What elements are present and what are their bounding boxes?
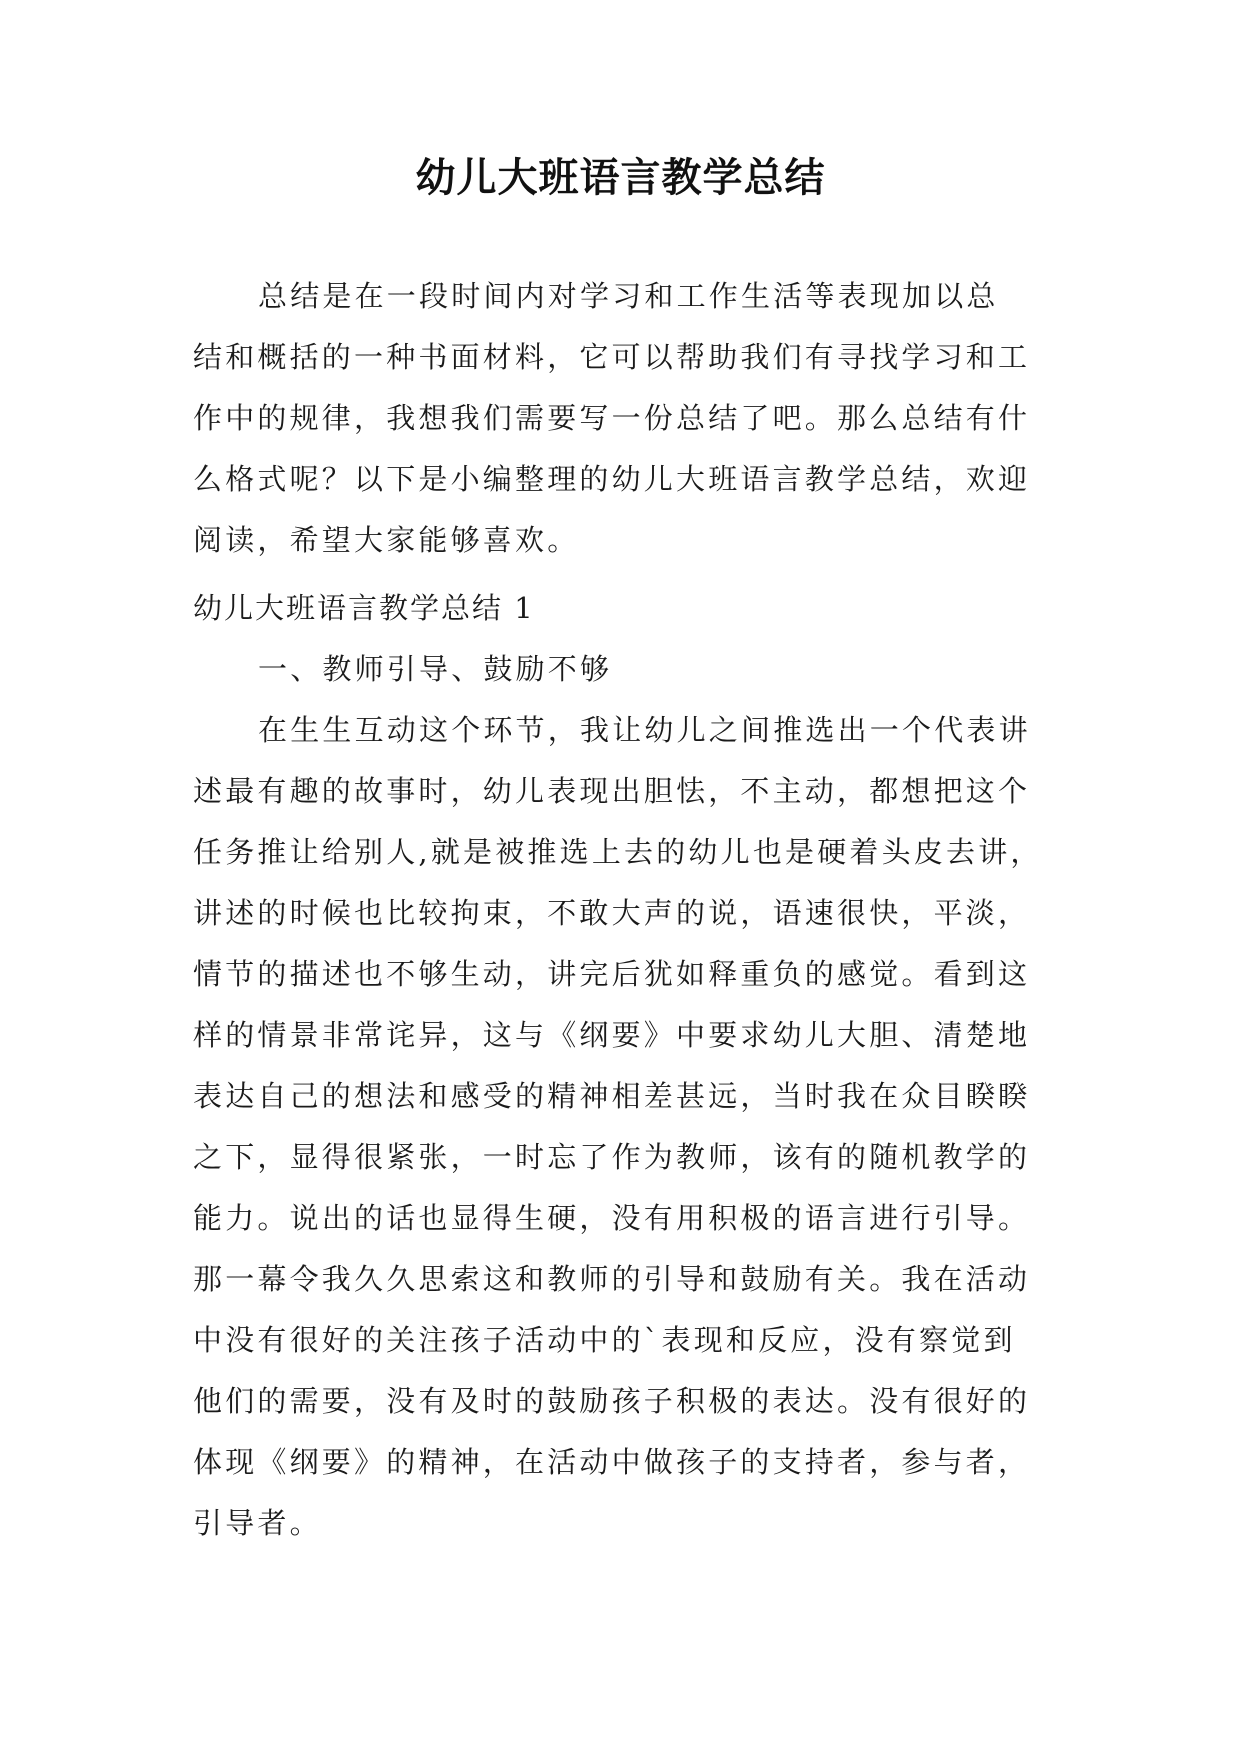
intro-line: 总结是在一段时间内对学习和工作生活等表现加以总 [258,279,999,313]
body-line: 表达自己的想法和感受的精神相差甚远，当时我在众目睽睽 [193,1079,1031,1113]
body-line: 样的情景非常诧异，这与《纲要》中要求幼儿大胆、清楚地 [193,1018,1031,1052]
body-line: 他们的需要，没有及时的鼓励孩子积极的表达。没有很好的 [193,1384,1031,1418]
intro-line: 作中的规律，我想我们需要写一份总结了吧。那么总结有什 [193,401,1031,435]
document-title: 幼儿大班语言教学总结 [415,154,826,201]
body-line: 引导者。 [193,1506,322,1540]
body-line: 之下，显得很紧张，一时忘了作为教师，该有的随机教学的 [193,1140,1031,1174]
body-line: 任务推让给别人,就是被推选上去的幼儿也是硬着头皮去讲， [193,835,1043,869]
intro-line: 阅读，希望大家能够喜欢。 [193,523,580,557]
body-line: 体现《纲要》的精神，在活动中做孩子的支持者，参与者， [193,1445,1031,1479]
body-line: 在生生互动这个环节，我让幼儿之间推选出一个代表讲 [258,713,1031,747]
body-line: 能力。说出的话也显得生硬，没有用积极的语言进行引导。 [193,1201,1031,1235]
body-line: 述最有趣的故事时，幼儿表现出胆怯，不主动，都想把这个 [193,774,1031,808]
section-subheading: 一、教师引导、鼓励不够 [258,652,613,686]
section-heading: 幼儿大班语言教学总结 1 [193,591,535,625]
intro-line: 结和概括的一种书面材料，它可以帮助我们有寻找学习和工 [193,340,1031,374]
intro-line: 么格式呢？以下是小编整理的幼儿大班语言教学总结，欢迎 [193,462,1031,496]
section-1 [193,578,1053,1554]
body-line: 中没有很好的关注孩子活动中的`表现和反应，没有察觉到 [193,1323,1016,1357]
body-line: 讲述的时候也比较拘束，不敢大声的说，语速很快，平淡， [193,896,1031,930]
body-line: 情节的描述也不够生动，讲完后犹如释重负的感觉。看到这 [193,957,1031,991]
intro-paragraph [193,266,1053,571]
body-line: 那一幕令我久久思索这和教师的引导和鼓励有关。我在活动 [193,1262,1031,1296]
